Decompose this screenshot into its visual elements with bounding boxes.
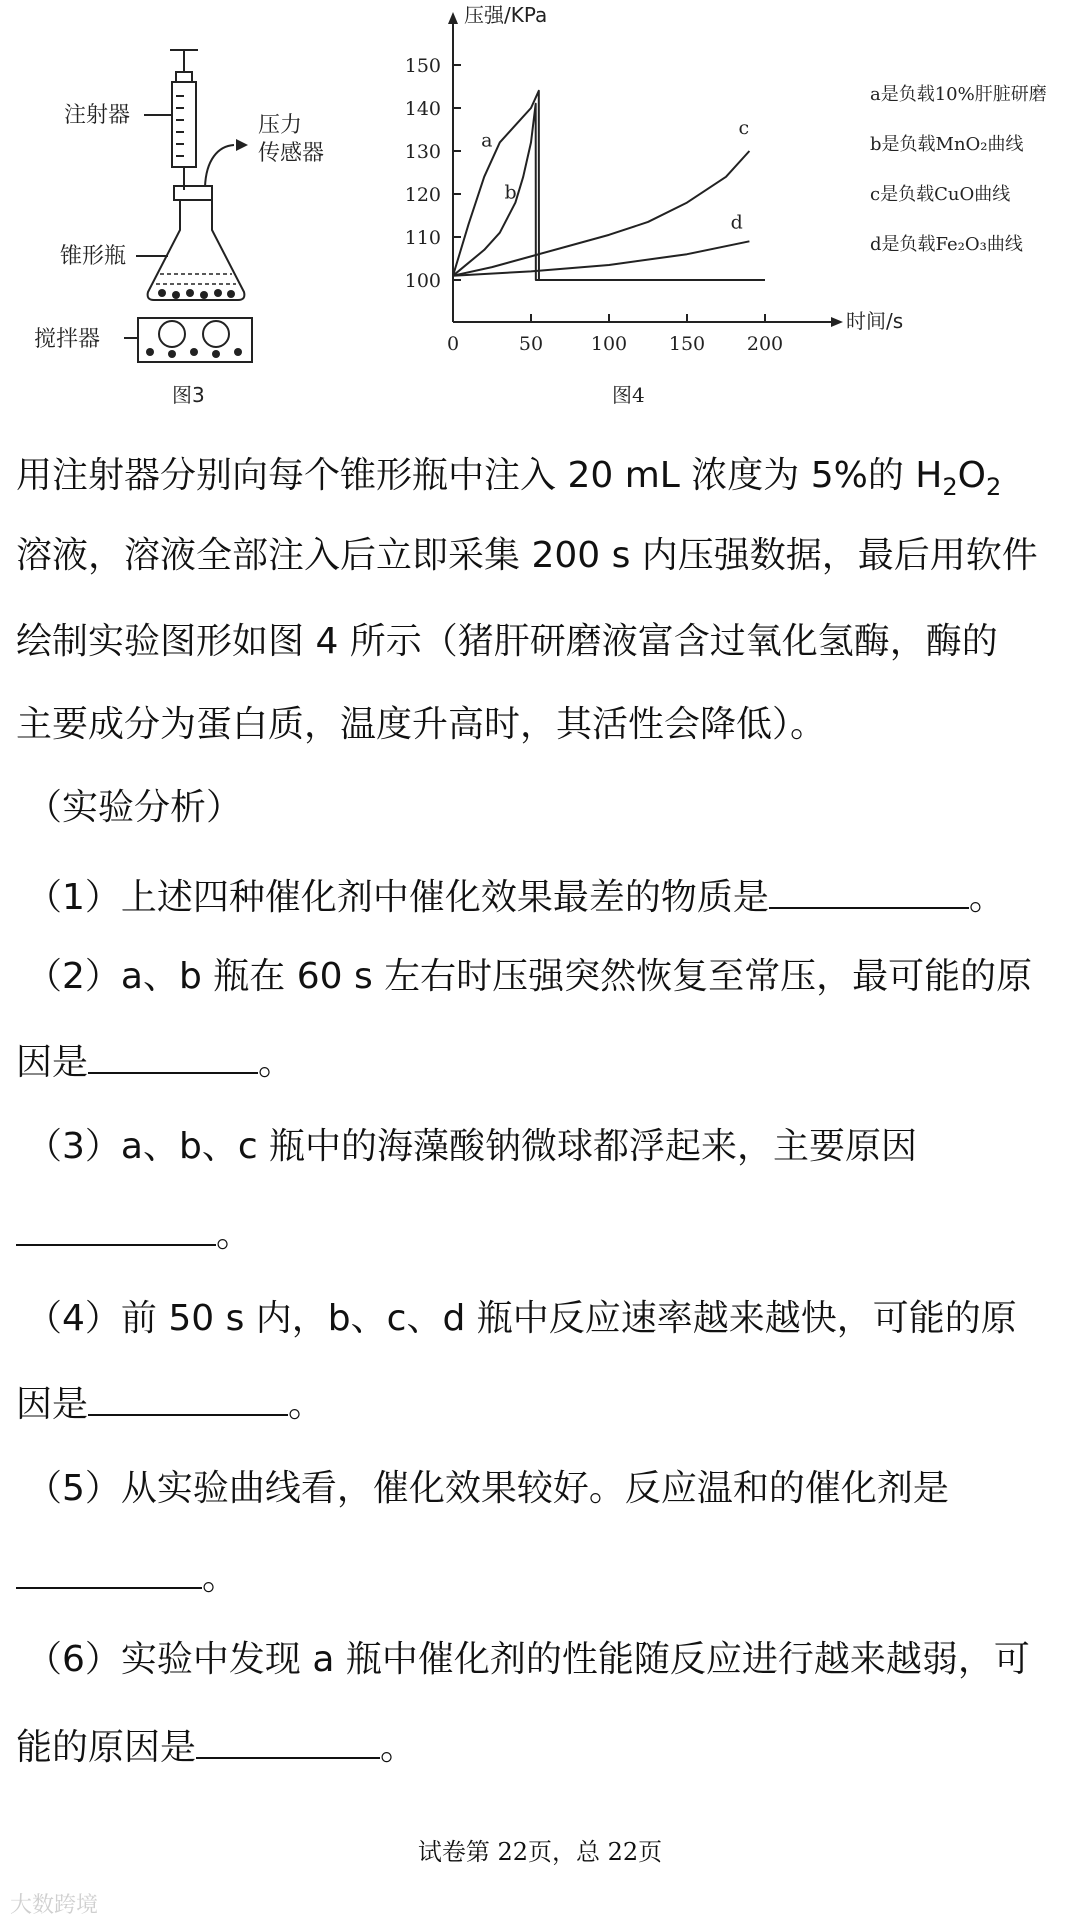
question-2-line-1: （2）a、b 瓶在 60 s 左右时压强突然恢复至常压，最可能的原 xyxy=(26,956,1033,997)
y-tick-label: 120 xyxy=(404,184,441,206)
y-axis-title: 压强/KPa xyxy=(464,3,548,27)
y-tick-label: 150 xyxy=(404,55,441,77)
question-5-line-1: （5）从实验曲线看，催化效果较好。反应温和的催化剂是 xyxy=(26,1468,949,1509)
paragraph-line-1 xyxy=(16,454,1001,509)
answer-blank-6[interactable] xyxy=(196,1723,380,1759)
subscript: 2 xyxy=(985,473,1002,502)
period: 。 xyxy=(216,1214,253,1255)
series-label-b: b xyxy=(504,181,517,204)
period: 。 xyxy=(288,1384,325,1425)
figure3-caption: 图3 xyxy=(172,383,205,407)
x-tick-label: 100 xyxy=(590,333,628,355)
figure4-caption: 图4 xyxy=(612,383,645,407)
answer-blank-1[interactable] xyxy=(769,873,969,909)
series-line-d xyxy=(453,241,749,275)
x-axis-title: 时间/s xyxy=(846,309,904,333)
question-1 xyxy=(26,873,1005,920)
syringe-label: 注射器 xyxy=(64,103,131,128)
answer-blank-3[interactable] xyxy=(16,1210,216,1246)
paragraph-line-1-o: O xyxy=(957,455,986,496)
series-line-c xyxy=(453,151,749,276)
series-line-a xyxy=(453,91,765,280)
series-label-d: d xyxy=(730,211,743,234)
question-5-line-2 xyxy=(16,1553,238,1600)
period: 。 xyxy=(202,1557,239,1598)
series-line-b xyxy=(453,104,765,280)
paragraph-line-2: 溶液，溶液全部注入后立即采集 200 s 内压强数据，最后用软件 xyxy=(16,535,1038,576)
question-6-line-2 xyxy=(16,1723,416,1770)
paragraph-line-1-text: 用注射器分别向每个锥形瓶中注入 20 mL 浓度为 5%的 H xyxy=(16,455,943,496)
question-3-line-2 xyxy=(16,1210,252,1257)
legend-d: d是负载Fe₂O₃曲线 xyxy=(870,234,1023,255)
pressure-chart xyxy=(380,0,1080,420)
question-6-line-1: （6）实验中发现 a 瓶中催化剂的性能随反应进行越来越弱，可 xyxy=(26,1639,1030,1680)
series-label-a: a xyxy=(481,129,493,152)
legend-b: b是负载MnO₂曲线 xyxy=(870,134,1024,155)
question-4-line-2 xyxy=(16,1380,324,1427)
question-1-text: （1）上述四种催化剂中催化效果最差的物质是 xyxy=(26,877,769,918)
x-tick-label: 50 xyxy=(518,333,544,355)
x-tick-label: 200 xyxy=(746,333,784,355)
paragraph-line-3: 绘制实验图形如图 4 所示（猪肝研磨液富含过氧化氢酶，酶的 xyxy=(16,621,998,662)
stirrer-label: 搅拌器 xyxy=(34,327,101,352)
y-tick-label: 110 xyxy=(404,227,441,249)
x-tick-label: 0 xyxy=(446,333,460,355)
section-heading: （实验分析） xyxy=(26,787,243,828)
series-label-c: c xyxy=(738,116,750,139)
subscript: 2 xyxy=(942,473,958,502)
y-tick-label: 130 xyxy=(404,141,441,163)
legend-c: c是负载CuO曲线 xyxy=(870,184,1011,205)
question-2-text: 因是 xyxy=(16,1042,89,1083)
period: 。 xyxy=(968,877,1005,918)
period: 。 xyxy=(380,1727,417,1768)
question-4-text: 因是 xyxy=(16,1384,89,1425)
watermark: 大数跨境 xyxy=(10,1893,99,1918)
period: 。 xyxy=(258,1042,295,1083)
question-3-line-1: （3）a、b、c 瓶中的海藻酸钠微球都浮起来，主要原因 xyxy=(26,1126,918,1167)
answer-blank-2[interactable] xyxy=(88,1038,258,1074)
page-footer: 试卷第 22页，总 22页 xyxy=(417,1838,663,1866)
x-tick-label: 150 xyxy=(668,333,706,355)
flask-label: 锥形瓶 xyxy=(60,244,127,269)
question-6-text: 能的原因是 xyxy=(16,1727,197,1768)
pressure-label: 压力 xyxy=(258,113,303,138)
answer-blank-5[interactable] xyxy=(16,1553,202,1589)
legend-a: a是负载10%肝脏研磨 xyxy=(870,84,1047,105)
paragraph-line-4: 主要成分为蛋白质，温度升高时，其活性会降低）。 xyxy=(16,704,827,745)
sensor-label: 传感器 xyxy=(258,141,325,166)
answer-blank-4[interactable] xyxy=(88,1380,288,1416)
question-2-line-2 xyxy=(16,1038,294,1085)
question-4-line-1: （4）前 50 s 内，b、c、d 瓶中反应速率越来越快，可能的原 xyxy=(26,1298,1017,1339)
y-tick-label: 100 xyxy=(404,270,441,292)
y-tick-label: 140 xyxy=(404,98,441,120)
apparatus-figure xyxy=(0,0,325,420)
